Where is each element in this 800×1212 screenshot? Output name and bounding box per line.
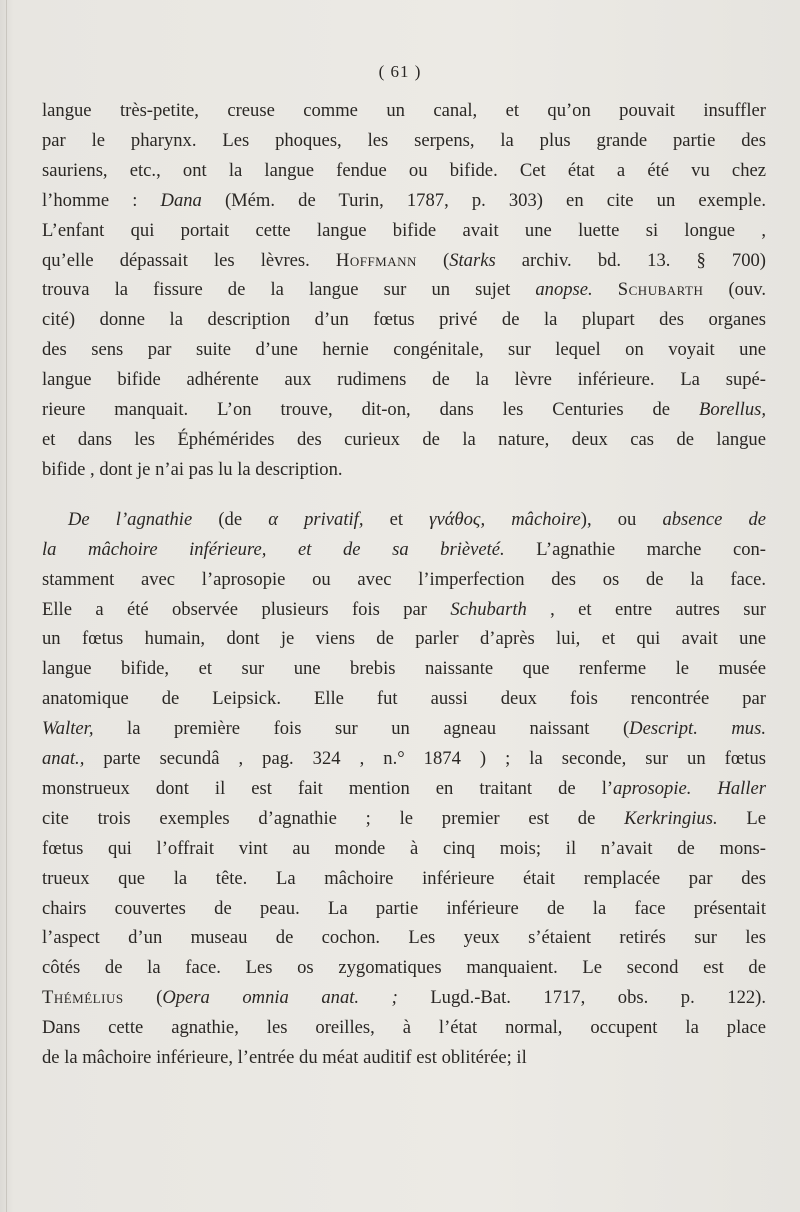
text-segment: par le pharynx. Les phoques, les serpens, la plus grande partie des	[42, 129, 766, 151]
text-segment: langue très-petite, creuse comme un canal, et qu’on pouvait insuffler	[42, 100, 766, 121]
text-segment: ), ou	[580, 508, 663, 530]
text-segment: trueux que la tête. La mâchoire inférieure était remplacée par des	[42, 867, 766, 889]
text-segment: De l’agnathie	[68, 508, 193, 530]
text-segment: fœtus qui l’offrait vint au monde à cinq mois; il n’avait de mons-	[42, 837, 766, 859]
text-segment: Opera omnia anat. ;	[162, 987, 398, 1009]
text-segment: bifide , dont je n’ai pas lu la description.	[42, 458, 343, 480]
text-segment: anat.,	[42, 748, 85, 770]
text-line	[42, 395, 766, 425]
text-line	[42, 216, 766, 246]
text-segment: Lugd.-Bat. 1717, obs. p. 122).	[397, 987, 766, 1009]
text-segment: Schubarth	[450, 598, 527, 620]
text-segment: stamment avec l’aprosopie ou avec l’imperfection des os de la face.	[42, 568, 766, 590]
text-line	[42, 684, 766, 714]
text-line	[42, 714, 766, 744]
text-segment: côtés de la face. Les os zygomatiques manquaient. Le second est de	[42, 957, 766, 979]
text-segment: Haller	[717, 777, 766, 799]
text-segment: langue bifide adhérente aux rudimens de la lèvre inférieure. La supé-	[42, 369, 766, 391]
text-segment: cité) donne la description d’un fœtus privé de la plupart des organes	[42, 309, 766, 331]
text-segment: γνάθος, mâchoire	[429, 508, 581, 530]
text-line	[42, 186, 766, 216]
body-text	[42, 96, 766, 1073]
text-segment: et dans les Éphémérides des curieux de la nature, deux cas de langue	[42, 428, 766, 450]
text-segment: chairs couvertes de peau. La partie inférieure de la face présentait	[42, 897, 766, 919]
text-segment: Dana	[160, 189, 202, 211]
text-segment: un fœtus humain, dont je viens de parler d’après lui, et qui avait une	[42, 628, 766, 650]
text-segment: sauriens, etc., ont la langue fendue ou bifide. Cet état a été vu chez	[42, 159, 766, 181]
text-segment: L’enfant qui portait cette langue bifide avait une luette si longue ,	[42, 219, 766, 241]
text-segment: α privatif,	[268, 508, 364, 530]
text-segment: trouva la fissure de la langue sur un sujet	[42, 279, 536, 301]
text-segment: (	[123, 987, 163, 1009]
paragraph	[42, 96, 766, 485]
text-line	[42, 1013, 766, 1043]
text-segment: archiv. bd. 13. § 700)	[495, 249, 766, 271]
text-line	[42, 535, 766, 565]
text-line	[42, 126, 766, 156]
text-segment: de la mâchoire inférieure, l’entrée du méat auditif est oblitérée; il	[42, 1047, 527, 1069]
text-segment: rieure manquait. L’on trouve, dit-on, dans les Centuries de	[42, 399, 700, 421]
text-segment: Descript. mus.	[629, 718, 766, 740]
text-segment: l’homme :	[42, 189, 161, 211]
text-line	[42, 565, 766, 595]
text-segment: l’aspect d’un museau de cochon. Les yeux s’étaient retirés sur les	[42, 927, 766, 949]
text-line	[42, 96, 766, 126]
text-segment: Dans cette agnathie, les oreilles, à l’état normal, occupent la place	[42, 1017, 766, 1039]
text-line	[42, 335, 766, 365]
text-line	[42, 864, 766, 894]
text-line	[42, 834, 766, 864]
text-segment: monstrueux dont il est fait mention en traitant de l’	[42, 777, 614, 799]
text-line	[42, 804, 766, 834]
page-edge	[6, 0, 7, 1212]
text-line	[42, 654, 766, 684]
text-segment: des sens par suite d’une hernie congénitale, sur lequel on voyait une	[42, 339, 766, 361]
text-line	[42, 305, 766, 335]
text-segment: Starks	[449, 249, 496, 271]
text-line	[42, 983, 766, 1013]
text-segment: la mâchoire inférieure, et de sa brièveté.	[42, 538, 505, 560]
text-segment: langue bifide, et sur une brebis naissante que renferme le musée	[42, 658, 766, 680]
text-line	[42, 744, 766, 774]
text-segment: Le	[717, 807, 766, 829]
text-segment: aprosopie.	[613, 777, 692, 799]
text-line	[42, 953, 766, 983]
text-segment: Hoffmann	[335, 249, 417, 271]
text-line	[42, 1043, 766, 1073]
text-line	[42, 365, 766, 395]
text-segment: (Mém. de Turin, 1787, p. 303) en cite un exemple.	[201, 189, 766, 211]
text-line	[42, 425, 766, 455]
text-line	[42, 455, 766, 485]
text-line	[42, 505, 766, 535]
text-segment: Thémélius	[42, 987, 124, 1009]
text-line	[42, 894, 766, 924]
text-segment: anatomique de Leipsick. Elle fut aussi deux fois rencontrée par	[42, 688, 766, 710]
page-number: ( 61 )	[378, 62, 422, 81]
text-segment: (ouv.	[703, 279, 766, 301]
text-line	[42, 275, 766, 305]
text-segment: absence de	[662, 508, 767, 530]
text-segment: Schubarth	[617, 279, 704, 301]
text-segment: cite trois exemples d’agnathie ; le premier est de	[42, 807, 625, 829]
text-segment: parte secundâ , pag. 324 , n.° 1874 ) ; la seconde, sur un fœtus	[84, 748, 766, 770]
text-line	[42, 156, 766, 186]
text-line	[42, 595, 766, 625]
text-segment: L’agnathie marche con-	[504, 538, 766, 560]
text-line	[42, 624, 766, 654]
text-segment	[593, 279, 618, 300]
text-segment: (	[416, 249, 450, 271]
text-segment: qu’elle dépassait les lèvres.	[42, 249, 336, 271]
text-segment: la première fois sur un agneau naissant (	[93, 718, 630, 740]
text-line	[42, 923, 766, 953]
text-line	[42, 246, 766, 276]
paragraph	[42, 505, 766, 1073]
text-segment: Elle a été observée plusieurs fois par	[42, 598, 451, 620]
text-segment: Borellus,	[699, 399, 766, 421]
text-segment	[691, 778, 717, 799]
text-segment: Kerkringius.	[624, 807, 718, 829]
text-segment: , et entre autres sur	[526, 598, 766, 620]
text-segment: anopse.	[535, 279, 593, 301]
text-segment: et	[363, 508, 430, 530]
text-segment: Walter,	[42, 718, 94, 740]
text-line	[42, 774, 766, 804]
text-segment: (de	[192, 508, 269, 530]
